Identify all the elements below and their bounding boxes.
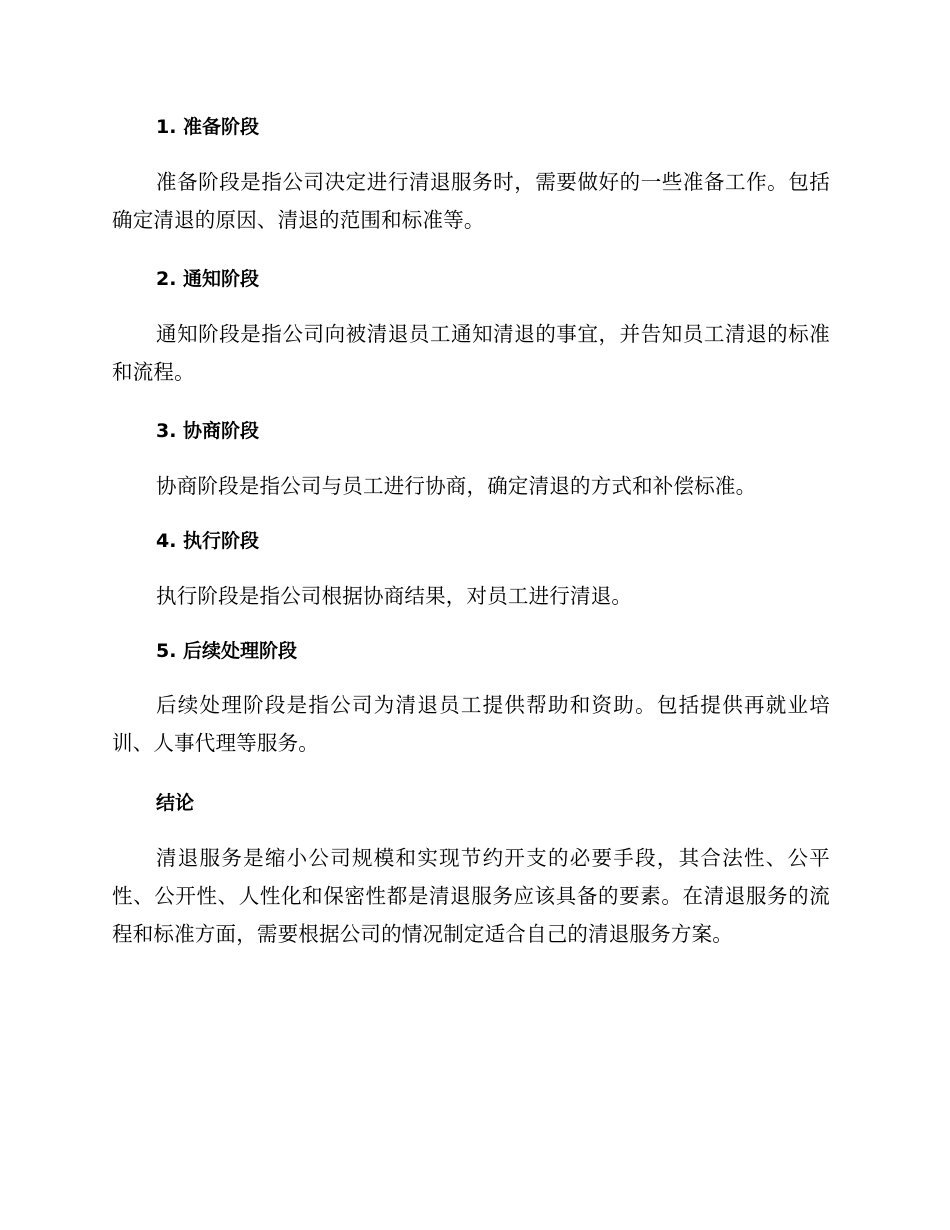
section-body-negotiation: 协商阶段是指公司与员工进行协商，确定清退的方式和补偿标准。 bbox=[156, 474, 757, 498]
section-body-conclusion: 清退服务是缩小公司规模和实现节约开支的必要手段，其合法性、公平性、公开性、人性化和保密性都是清退服务应该具备的要素。在清退服务的流程和标准方面，需要根据公司的情况制定适合自己的清退服务方案。 bbox=[112, 846, 830, 946]
section-body-execution: 执行阶段是指公司根据协商结果，对员工进行清退。 bbox=[156, 584, 633, 608]
section-body-preparation: 准备阶段是指公司决定进行清退服务时，需要做好的一些准备工作。包括确定清退的原因、清退的范围和标准等。 bbox=[112, 170, 830, 232]
section-heading-notification: 2. 通知阶段 bbox=[156, 268, 260, 290]
section-body-notification: 通知阶段是指公司向被清退员工通知清退的事宜，并告知员工清退的标准和流程。 bbox=[112, 322, 830, 384]
section-heading-follow-up: 5. 后续处理阶段 bbox=[156, 640, 298, 662]
section-body-follow-up: 后续处理阶段是指公司为清退员工提供帮助和资助。包括提供再就业培训、人事代理等服务。 bbox=[112, 693, 830, 755]
section-heading-execution: 4. 执行阶段 bbox=[156, 530, 260, 552]
section-heading-conclusion: 结论 bbox=[156, 792, 195, 814]
section-heading-preparation: 1. 准备阶段 bbox=[156, 116, 260, 138]
section-heading-negotiation: 3. 协商阶段 bbox=[156, 420, 260, 442]
